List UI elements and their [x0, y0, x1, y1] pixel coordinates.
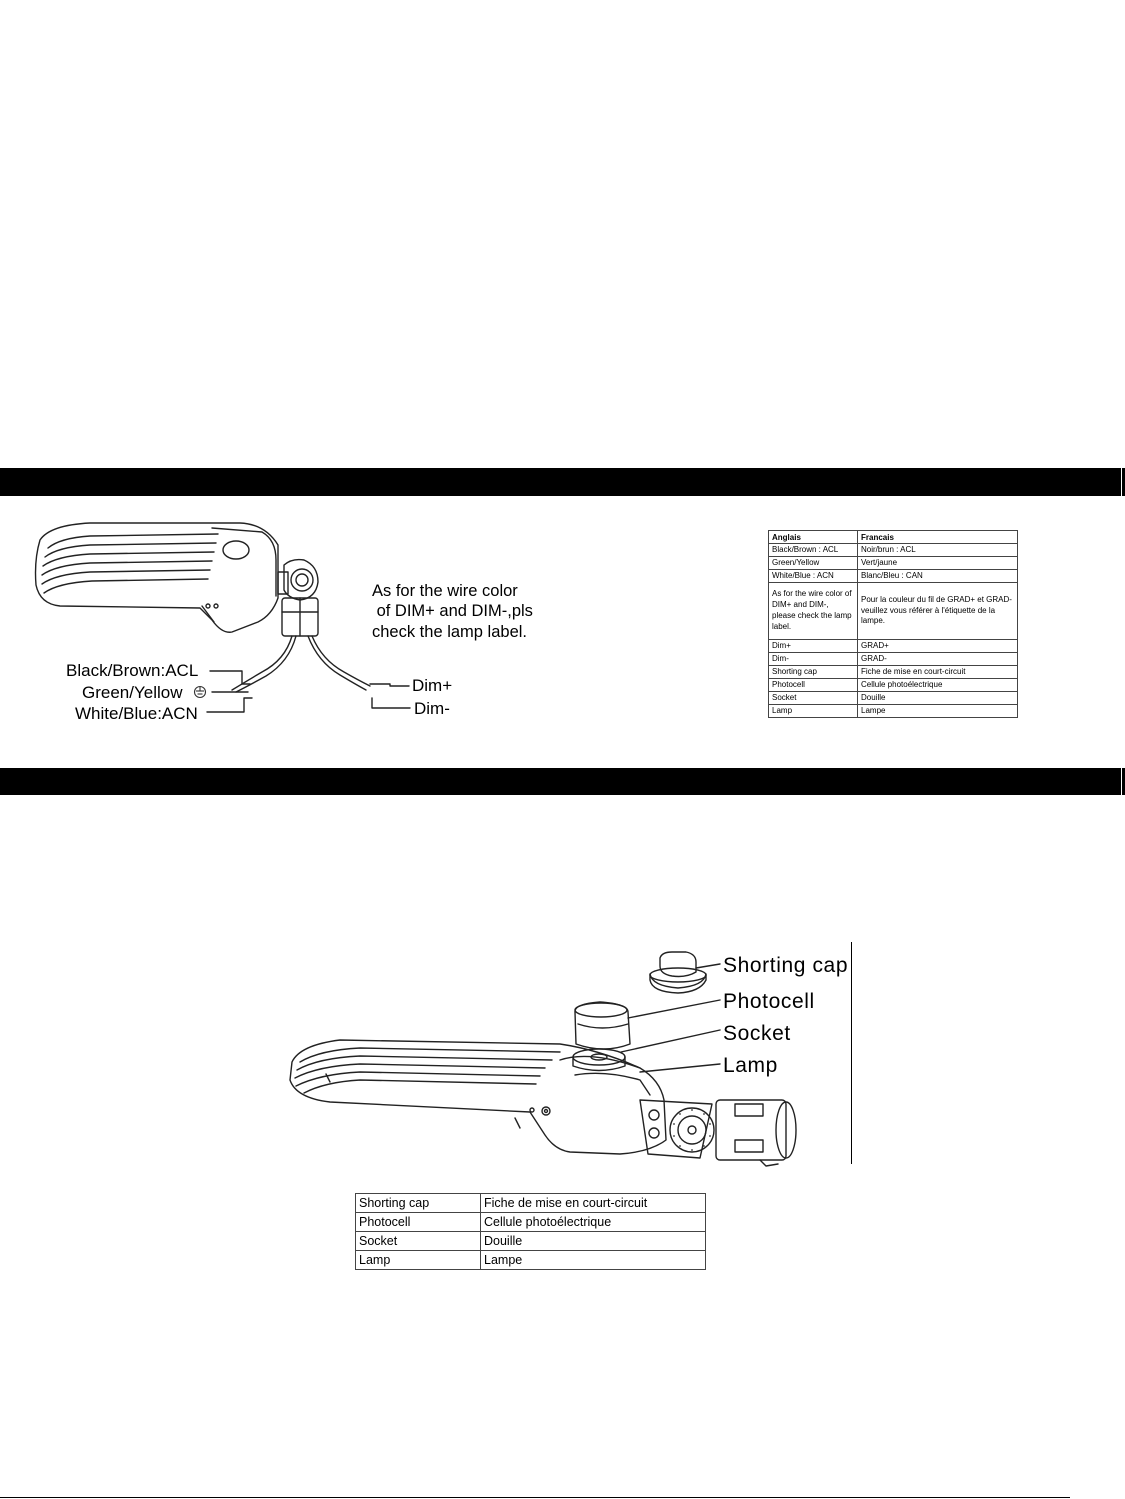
table-cell: Blanc/Bleu : CAN [858, 570, 1018, 583]
table-cell: Black/Brown : ACL [769, 544, 858, 557]
table-cell: Lamp [769, 705, 858, 718]
table-cell: Cellule photoélectrique [858, 679, 1018, 692]
table-cell: Dim- [769, 653, 858, 666]
table-cell: Douille [858, 692, 1018, 705]
wire-note-line2: of DIM+ and DIM-,pls [372, 602, 533, 620]
label-acl: Black/Brown:ACL [66, 661, 199, 680]
table-cell: Noir/brun : ACL [858, 544, 1018, 557]
label-acn: White/Blue:ACN [75, 704, 198, 723]
table-cell: Photocell [356, 1213, 481, 1232]
vertical-divider [851, 942, 852, 1164]
table-row [356, 1213, 706, 1232]
table-cell: Green/Yellow [769, 557, 858, 570]
table-cell: Socket [356, 1232, 481, 1251]
table-cell: Shorting cap [356, 1194, 481, 1213]
table-cell: Lampe [858, 705, 1018, 718]
table-row [356, 1194, 706, 1213]
table-cell: Dim+ [769, 640, 858, 653]
label-dim-minus: Dim- [414, 699, 450, 718]
table-cell: As for the wire color of DIM+ and DIM-, please check the lamp label. [769, 583, 858, 640]
table-cell: Lamp [356, 1251, 481, 1270]
bottom-rule [0, 1497, 1070, 1498]
table-cell: Vert/jaune [858, 557, 1018, 570]
wire-note-line1: As for the wire color [372, 582, 518, 600]
table-cell: Douille [481, 1232, 706, 1251]
table-cell: GRAD- [858, 653, 1018, 666]
table-cell: Photocell [769, 679, 858, 692]
label-dim-plus: Dim+ [412, 676, 453, 695]
parts-table [355, 1193, 706, 1270]
label-shorting-cap: Shorting cap [723, 954, 849, 977]
table-cell: Cellule photoélectrique [481, 1213, 706, 1232]
label-lamp: Lamp [723, 1054, 778, 1077]
label-photocell: Photocell [723, 990, 815, 1013]
label-ground: Green/Yellow [82, 683, 183, 702]
wire-note-line3: check the lamp label. [372, 623, 528, 641]
table-cell: Fiche de mise en court-circuit [481, 1194, 706, 1213]
table-row [356, 1251, 706, 1270]
table-cell: Socket [769, 692, 858, 705]
table-cell: White/Blue : ACN [769, 570, 858, 583]
label-socket: Socket [723, 1022, 791, 1045]
table-cell: Pour la couleur du fil de GRAD+ et GRAD- veuillez vous référer à l'étiquette de la lampe. [858, 583, 1018, 640]
table-cell: Lampe [481, 1251, 706, 1270]
table-cell: Shorting cap [769, 666, 858, 679]
table-header: Anglais [769, 531, 858, 544]
table-header: Francais [858, 531, 1018, 544]
table-cell: Fiche de mise en court-circuit [858, 666, 1018, 679]
table-cell: GRAD+ [858, 640, 1018, 653]
table-row [356, 1232, 706, 1251]
